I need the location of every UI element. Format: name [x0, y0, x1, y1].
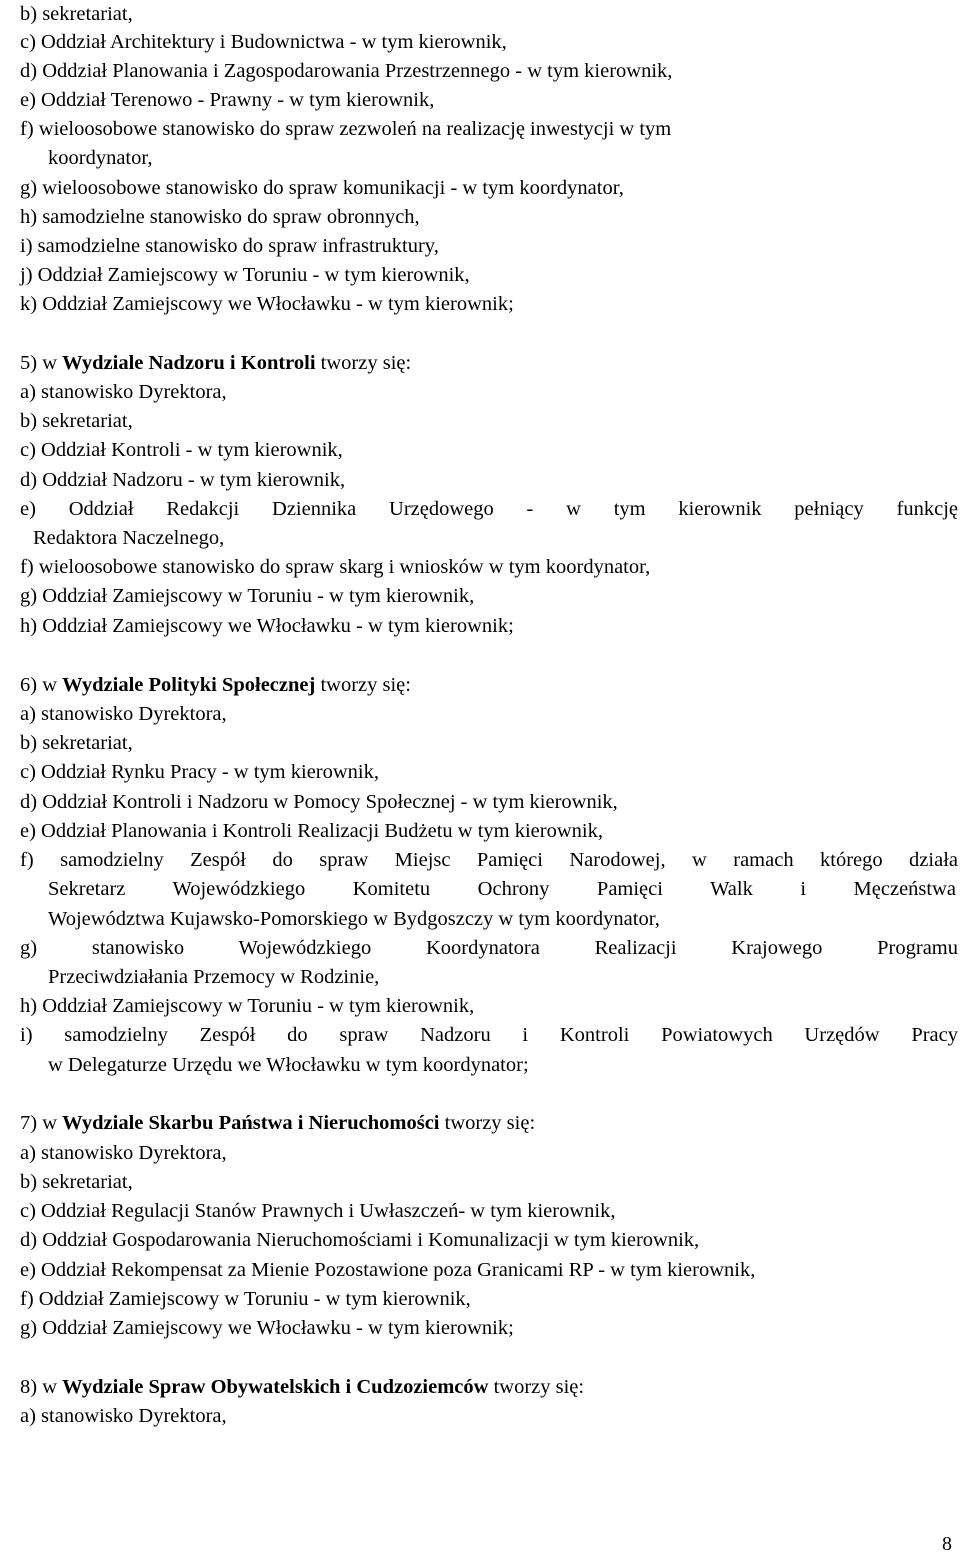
list-item: i) samodzielny Zespół do spraw Nadzoru i Kontroli Powiatowych Urzędów Pracy — [20, 1024, 958, 1046]
heading-suffix: tworzy się: — [439, 1112, 536, 1134]
heading-suffix: tworzy się: — [315, 674, 411, 696]
heading-bold: Wydziale Spraw Obywatelskich i Cudzoziemców — [62, 1376, 489, 1398]
list-item-continuation: Województwa Kujawsko-Pomorskiego w Bydgoszczy w tym koordynator, — [48, 908, 660, 930]
section-heading-8 — [20, 1373, 958, 1402]
list-item: e) Oddział Redakcji Dziennika Urzędowego - w tym kierownik pełniący funkcję — [20, 498, 958, 520]
list-item: c) Oddział Kontroli - w tym kierownik, — [20, 439, 343, 461]
section-heading-7 — [20, 1109, 958, 1138]
list-item: h) Oddział Zamiejscowy we Włocławku - w tym kierownik; — [20, 615, 514, 637]
list-item: d) Oddział Kontroli i Nadzoru w Pomocy Społecznej - w tym kierownik, — [20, 791, 618, 813]
list-item: c) Oddział Architektury i Budownictwa - w tym kierownik, — [20, 31, 507, 53]
list-item: b) sekretariat, — [20, 1171, 133, 1193]
section-heading-6 — [20, 671, 958, 700]
list-item: g) stanowisko Wojewódzkiego Koordynatora Realizacji Krajowego Programu — [20, 937, 958, 959]
list-item: f) wieloosobowe stanowisko do spraw zezwoleń na realizację inwestycji w tym — [20, 118, 672, 140]
list-item: f) Oddział Zamiejscowy w Toruniu - w tym kierownik, — [20, 1288, 471, 1310]
list-item: e) Oddział Planowania i Kontroli Realizacji Budżetu w tym kierownik, — [20, 820, 603, 842]
section-heading-5 — [20, 349, 958, 378]
list-item: h) Oddział Zamiejscowy w Toruniu - w tym kierownik, — [20, 995, 475, 1017]
heading-prefix: 7) w — [20, 1112, 63, 1134]
heading-bold: Wydziale Skarbu Państwa i Nieruchomości — [62, 1112, 440, 1134]
heading-prefix: 8) w — [20, 1376, 63, 1398]
list-item: a) stanowisko Dyrektora, — [20, 1405, 227, 1427]
list-item: a) stanowisko Dyrektora, — [20, 1142, 227, 1164]
heading-bold: Wydziale Polityki Społecznej — [62, 674, 316, 696]
list-item: d) Oddział Planowania i Zagospodarowania Przestrzennego - w tym kierownik, — [20, 60, 673, 82]
list-item-continuation: Przeciwdziałania Przemocy w Rodzinie, — [48, 966, 380, 988]
list-item: c) Oddział Regulacji Stanów Prawnych i Uwłaszczeń- w tym kierownik, — [20, 1200, 616, 1222]
list-item: e) Oddział Terenowo - Prawny - w tym kierownik, — [20, 89, 435, 111]
list-item: b) sekretariat, — [20, 410, 133, 432]
list-item: e) Oddział Rekompensat za Mienie Pozostawione poza Granicami RP - w tym kierownik, — [20, 1259, 756, 1281]
list-item: c) Oddział Rynku Pracy - w tym kierownik, — [20, 761, 379, 783]
list-item: k) Oddział Zamiejscowy we Włocławku - w tym kierownik; — [20, 293, 514, 315]
list-item: f) samodzielny Zespół do spraw Miejsc Pamięci Narodowej, w ramach którego działa — [20, 849, 958, 871]
list-item: g) wieloosobowe stanowisko do spraw komunikacji - w tym koordynator, — [20, 177, 624, 199]
list-item: i) samodzielne stanowisko do spraw infrastruktury, — [20, 235, 439, 257]
list-item: f) wieloosobowe stanowisko do spraw skarg i wniosków w tym koordynator, — [20, 556, 651, 578]
list-item-continuation: Redaktora Naczelnego, — [33, 527, 225, 549]
list-item: a) stanowisko Dyrektora, — [20, 381, 227, 403]
heading-suffix: tworzy się: — [315, 352, 412, 374]
list-item-continuation: Sekretarz Wojewódzkiego Komitetu Ochrony Pamięci Walk i Męczeństwa — [48, 878, 956, 900]
list-item: b) sekretariat, — [20, 732, 133, 754]
list-item-continuation: koordynator, — [48, 147, 153, 169]
list-item: d) Oddział Nadzoru - w tym kierownik, — [20, 469, 346, 491]
list-item: j) Oddział Zamiejscowy w Toruniu - w tym kierownik, — [20, 264, 470, 286]
list-item: a) stanowisko Dyrektora, — [20, 703, 227, 725]
list-item: h) samodzielne stanowisko do spraw obronnych, — [20, 206, 420, 228]
heading-bold: Wydziale Nadzoru i Kontroli — [62, 352, 316, 374]
list-item: g) Oddział Zamiejscowy w Toruniu - w tym kierownik, — [20, 585, 475, 607]
heading-suffix: tworzy się: — [488, 1376, 585, 1398]
heading-prefix: 5) w — [20, 352, 63, 374]
list-item: g) Oddział Zamiejscowy we Włocławku - w tym kierownik; — [20, 1317, 514, 1339]
heading-prefix: 6) w — [20, 674, 63, 696]
list-item: d) Oddział Gospodarowania Nieruchomościami i Komunalizacji w tym kierownik, — [20, 1229, 700, 1251]
list-item: b) sekretariat, — [20, 3, 133, 25]
page-number: 8 — [942, 1533, 952, 1555]
list-item-continuation: w Delegaturze Urzędu we Włocławku w tym koordynator; — [48, 1054, 529, 1076]
